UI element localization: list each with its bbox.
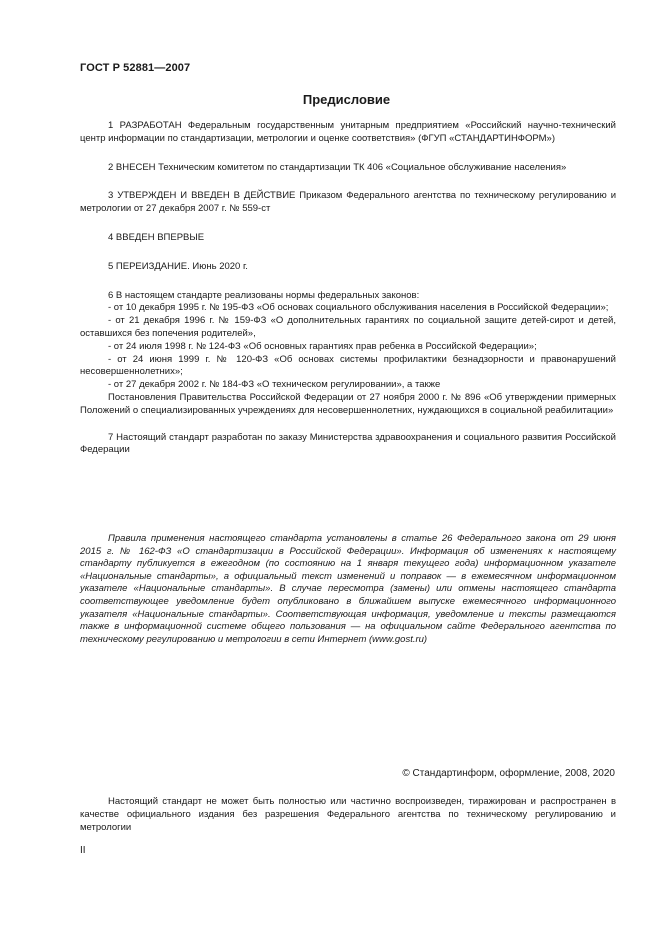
- application-notice: Правила применения настоящего стандарта установлены в статье 26 Федерального закона от 29 июня 2015 г. № 162-ФЗ «О стандартизации в Российской Федерации». Информация об изменениях к настоящему стандарту публикуется в ежегодном (по состоянию на 1 января текущего года) информационном указателе «Национальные стандарты», а официальный текст изменений и поправок — в ежемесячном информационном указателе «Национальные стандарты». В случае пересмотра (замены) или отмены настоящего стандарта соответствующее уведомление будет опубликовано в ближайшем выпуске ежемесячного информационного указателя «Национальные стандарты». Соответствующая информация, уведомление и тексты размещаются также в информационной системе общего пользования — на официальном сайте Федерального агентства по техническому регулированию и метрологии в сети Интернет (www.gost.ru): [80, 533, 616, 645]
- law-list-item: - от 27 декабря 2002 г. № 184-ФЗ «О техническом регулировании», а также: [108, 379, 441, 391]
- law-list-item: - от 24 июля 1998 г. № 124-ФЗ «Об основных гарантиях прав ребенка в Российской Федерации»;: [108, 340, 537, 352]
- copyright-line: © Стандартинформ, оформление, 2008, 2020: [402, 768, 615, 779]
- page-title: Предисловие: [302, 92, 391, 107]
- item-1: 1 РАЗРАБОТАН Федеральным государственным унитарным предприятием «Российский научно-технический центр информации по стандартизации, метрологии и оценке соответствия» (ФГУП «СТАНДАРТИНФОРМ»): [80, 120, 616, 144]
- page-number: II: [80, 845, 86, 856]
- item-7: 7 Настоящий стандарт разработан по заказу Министерства здравоохранения и социального развития Российской Федерации: [80, 431, 616, 456]
- item-2: 2 ВНЕСЕН Техническим комитетом по стандартизации ТК 406 «Социальное обслуживание населения»: [108, 161, 567, 173]
- item-5: 5 ПЕРЕИЗДАНИЕ. Июнь 2020 г.: [108, 260, 248, 272]
- law-list-item: - от 10 декабря 1995 г. № 195-ФЗ «Об основах социального обслуживания населения в Российской Федерации»;: [108, 302, 609, 314]
- item-4: 4 ВВЕДЕН ВПЕРВЫЕ: [108, 231, 205, 243]
- item-6-intro: 6 В настоящем стандарте реализованы нормы федеральных законов:: [108, 289, 420, 301]
- reproduction-notice: Настоящий стандарт не может быть полностью или частично воспроизведен, тиражирован и распространен в качестве официального издания без разрешения Федерального агентства по техническому регулированию и метрологии: [80, 796, 616, 833]
- law-list-item: - от 24 июня 1999 г. № 120-ФЗ «Об основах системы профилактики безнадзорности и правонарушений несовершеннолетних»;: [80, 353, 616, 378]
- foreword-body: [80, 120, 616, 457]
- law-list-item: - от 21 декабря 1996 г. № 159-ФЗ «О дополнительных гарантиях по социальной защите детей-сирот и детей, оставшихся без попечения родителей»,: [80, 315, 616, 339]
- item-6-resolution: Постановления Правительства Российской Федерации от 27 ноября 2000 г. № 896 «Об утверждении примерных Положений о специализированных учреждениях для несовершеннолетних, нуждающихся в социальной реабилитации»: [80, 391, 616, 416]
- item-3: 3 УТВЕРЖДЕН И ВВЕДЕН В ДЕЙСТВИЕ Приказом Федерального агентства по техническому регулированию и метрологии от 27 декабря 2007 г. № 559-ст: [80, 190, 616, 215]
- standard-designation: ГОСТ Р 52881—2007: [80, 62, 191, 74]
